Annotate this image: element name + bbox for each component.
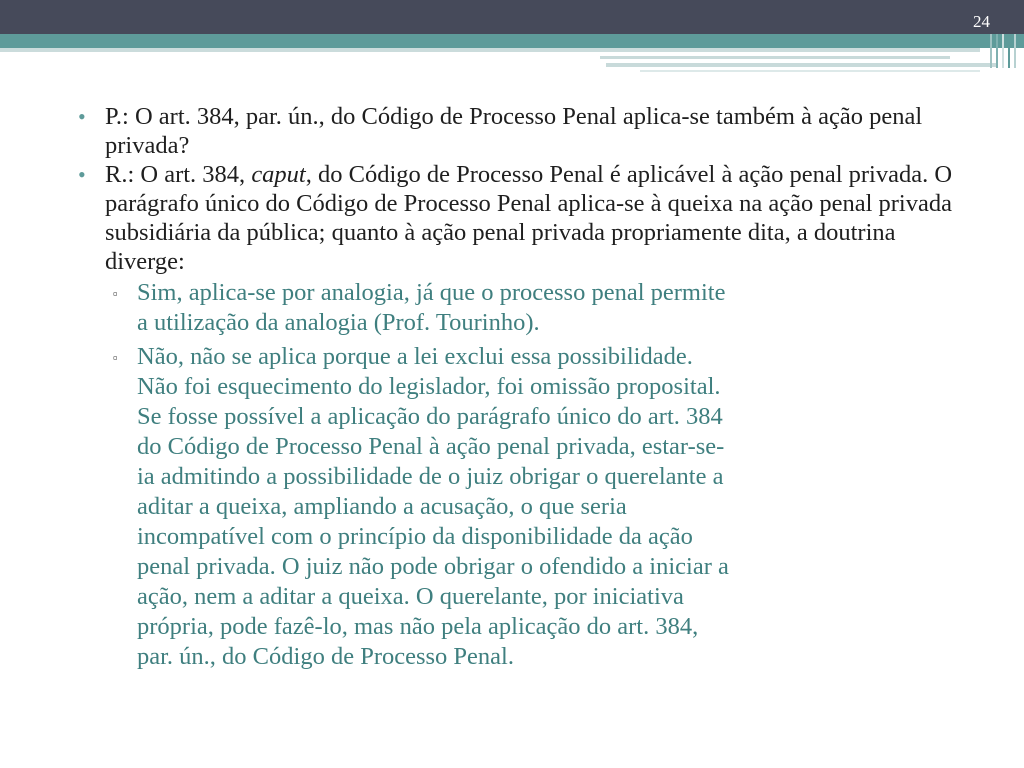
sub-bullet-line: a utilização da analogia (Prof. Tourinho). — [137, 309, 540, 336]
sub-bullet-line: Sim, aplica-se por analogia, já que o processo penal permite — [137, 279, 726, 306]
decorative-stripe — [1008, 34, 1010, 68]
decorative-stripe — [1014, 34, 1016, 68]
sub-bullet-line: do Código de Processo Penal à ação penal privada, estar-se- — [137, 433, 725, 460]
sub-bullet-line: própria, pode fazê-lo, mas não pela aplicação do art. 384, — [137, 613, 699, 640]
sub-bullet-line: Não, não se aplica porque a lei exclui essa possibilidade. — [137, 343, 693, 370]
sub-bullet-line: Se fosse possível a aplicação do parágrafo único do art. 384 — [137, 403, 723, 430]
sub-bullet-line: ação, nem a aditar a queixa. O querelante, por iniciativa — [137, 583, 684, 610]
sub-bullet-marker: ▫ — [113, 350, 118, 365]
sub-bullet-no — [107, 342, 975, 672]
bullet-answer — [75, 160, 975, 276]
answer-text-start: R.: O art. 384, — [105, 161, 252, 188]
sub-bullet-line: aditar a queixa, ampliando a acusação, o que seria — [137, 493, 627, 520]
header-teal-band — [0, 34, 1024, 48]
sub-bullet-line: par. ún., do Código de Processo Penal. — [137, 643, 514, 670]
slide-content — [75, 102, 975, 676]
question-text: P.: O art. 384, par. ún., do Código de Processo Penal aplica-se também à ação penal privada? — [105, 103, 923, 159]
decorative-stripe — [990, 34, 992, 68]
decorative-line — [640, 70, 980, 72]
bullet-marker: • — [78, 162, 86, 187]
header-bar — [0, 0, 1024, 34]
slide-number: 24 — [973, 12, 990, 31]
sub-bullet-line: Não foi esquecimento do legislador, foi omissão proposital. — [137, 373, 721, 400]
decorative-line — [600, 56, 950, 59]
decorative-stripe — [1002, 34, 1004, 68]
decorative-stripe — [996, 34, 998, 68]
sub-bullet-line: penal privada. O juiz não pode obrigar o ofendido a iniciar a — [137, 553, 729, 580]
sub-bullet-line: incompatível com o princípio da disponibilidade da ação — [137, 523, 693, 550]
bullet-marker: • — [78, 104, 86, 129]
sub-bullet-list — [107, 278, 975, 672]
header-light-band — [0, 48, 980, 52]
bullet-question — [75, 102, 975, 160]
sub-bullet-marker: ▫ — [113, 286, 118, 301]
sub-bullet-yes — [107, 278, 975, 338]
sub-bullet-line: ia admitindo a possibilidade de o juiz obrigar o querelante a — [137, 463, 724, 490]
answer-text-end: , do Código de Processo Penal é aplicável à ação penal privada. O parágrafo único do Código de Processo Penal aplica-se à queixa na ação penal privada subsidiária da pública; quanto à ação penal privada propriamente dita, a doutrina diverge: — [105, 161, 953, 275]
decorative-line — [606, 63, 996, 67]
answer-italic-term: caput — [251, 161, 306, 188]
